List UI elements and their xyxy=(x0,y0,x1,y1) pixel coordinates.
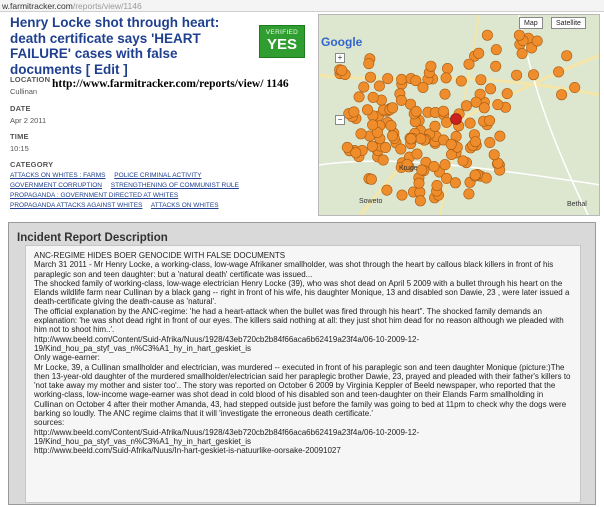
map-marker[interactable] xyxy=(441,73,451,83)
map-marker[interactable] xyxy=(495,131,505,141)
map-marker[interactable] xyxy=(450,178,460,188)
map-marker[interactable] xyxy=(556,90,566,100)
map-label: Soweto xyxy=(359,198,383,205)
map-marker[interactable] xyxy=(442,63,452,73)
report-paragraph: The official explanation by the ANC-regime: 'he had a heart-attack when the bullet was fired through his heart". The shocked family demands an explanation: 'he was shot dead right in front of our eyes. The killers said nothing at all: they just shot him dead for no reason although we pleaded with him not to shoot him..'. xyxy=(34,306,564,335)
map-marker[interactable] xyxy=(430,121,440,131)
map-marker[interactable] xyxy=(367,141,377,151)
time-value: 10:15 xyxy=(10,144,29,153)
map-marker[interactable] xyxy=(440,89,450,99)
date-value: Apr 2 2011 xyxy=(10,116,47,125)
report-paragraph: sources: xyxy=(34,418,65,428)
verified-value: YES xyxy=(266,36,297,53)
map-marker[interactable] xyxy=(464,59,474,69)
map-marker[interactable] xyxy=(482,30,492,40)
map-marker[interactable] xyxy=(415,196,425,206)
incident-report-body xyxy=(25,245,581,503)
url-path: /reports/view/1146 xyxy=(72,1,142,11)
map-marker[interactable] xyxy=(464,189,474,199)
map-marker[interactable] xyxy=(364,58,374,68)
map-marker[interactable] xyxy=(474,48,484,58)
map-marker[interactable] xyxy=(356,129,366,139)
report-paragraph: Mr Locke, 39, a Cullinan smallholder and electrician, was murdered -- executed in front of his paraplegic son and teen daughter Monique (picture:)The then 13-year-old daughter of the murdered smallholder/electrician said her paraplegic brother Dawie, 23, prayed and pleaded with their father's killers to 'not take away my mother and sister too'.. The story was reported on October 6 2009 by Virginia Keppler of Beeld newspaper, who reported that the working-class, low-income wage-earner was shot dead in cold blood of his disabled son and teen-daughter on their Elands Farm smallholding in Cullinan on October 4 after their mother Amanda, 43, had stepped outside just before the family was going to bed at 11pm to check why the dogs were barking so loudly. The ANC regime claims that it will 'investigate the erroneous death certificate.' xyxy=(34,362,571,419)
map-marker[interactable] xyxy=(417,165,427,175)
verified-badge xyxy=(259,25,305,58)
report-title xyxy=(10,15,250,77)
map-marker[interactable] xyxy=(351,148,361,158)
map-marker[interactable] xyxy=(354,92,364,102)
map-marker[interactable] xyxy=(491,44,501,54)
map-marker[interactable] xyxy=(426,61,436,71)
map-marker[interactable] xyxy=(378,155,388,165)
report-link[interactable]: http://www.beeld.com/Content/Suid-Afrika/Nuus/1928/43eb720cb2b84f66aca6b62419a23f4a/06-10-2009-12-19/Kind_hou_pa_styf_vas_n%C3%A1_hy_in_hart_geskiet_is xyxy=(34,427,420,446)
map-label: Kruge xyxy=(399,165,418,172)
map-marker[interactable] xyxy=(489,150,499,160)
map-marker[interactable] xyxy=(470,137,480,147)
map-marker[interactable] xyxy=(396,95,406,105)
map-marker[interactable] xyxy=(562,51,572,61)
zoom-out-icon[interactable]: − xyxy=(335,115,345,125)
report-paragraph: March 31 2011 - Mr Henry Locke, a working-class, low-wage Afrikaner smallholder, was shot through the heart by callous black killers in front of his paraplegic son and teen daughter: but a 'natural death' certificate was issued... xyxy=(34,260,554,279)
report-paragraph: ANC-REGIME HIDES BOER GENOCIDE WITH FALSE DOCUMENTS xyxy=(34,251,286,260)
map-marker[interactable] xyxy=(380,142,390,152)
map-marker[interactable] xyxy=(528,70,538,80)
map-marker[interactable] xyxy=(456,76,466,86)
map-marker[interactable] xyxy=(396,144,406,154)
map-marker[interactable] xyxy=(412,149,422,159)
map-marker[interactable] xyxy=(511,70,521,80)
url-host: w.farmitracker.com xyxy=(2,1,73,11)
map-marker[interactable] xyxy=(418,82,428,92)
report-paragraph: Only wage-earner: xyxy=(34,353,100,363)
overlay-url-caption: http://www.farmitracker.com/reports/view/ 1146 xyxy=(52,78,289,90)
category-link[interactable]: ATTACKS ON WHITES : FARMS xyxy=(10,172,106,179)
category-link[interactable]: STRENGTHENING OF COMMUNIST RULE xyxy=(110,182,239,189)
map-marker[interactable] xyxy=(432,180,442,190)
map-marker[interactable] xyxy=(484,115,494,125)
map-marker[interactable] xyxy=(502,88,512,98)
report-link[interactable]: http://www.beeld.com/Content/Suid-Afrika/Nuus/1928/43eb720cb2b84f66aca6b62419a23f4a/06-10-2009-12-19/Kind_hou_pa_styf_vas_n%C3%A1_hy_in_hart_geskiet_is xyxy=(34,334,420,353)
location-value: Cullinan xyxy=(10,87,38,96)
map-marker[interactable] xyxy=(374,81,384,91)
map-marker[interactable] xyxy=(406,134,416,144)
map-tab-satellite[interactable]: Satellite xyxy=(551,17,586,29)
map-marker[interactable] xyxy=(479,103,489,113)
incident-section xyxy=(8,222,596,505)
date-label: DATE xyxy=(10,104,31,113)
report-title-text: Henry Locke shot through heart: death certificate says 'HEART FAILURE' cases with false documents xyxy=(10,15,220,77)
incident-map[interactable] xyxy=(318,14,600,216)
map-marker[interactable] xyxy=(337,65,347,75)
map-marker[interactable] xyxy=(367,120,377,130)
map-marker[interactable] xyxy=(440,159,450,169)
map-label: Bethal xyxy=(567,201,587,208)
map-marker[interactable] xyxy=(416,133,426,143)
report-paragraph: The shocked family of working-class, low-wage electrician Henry Locke (39), who was shot dead on April 5 2009 with a bullet through his heart on the Elands wildlife farm near Cullinan by a black gang -- right in front of his wife, his daughter Monique, 13 and disabled son Dawie, 23 , were later issued a death-certificate giving the death-cause as 'natural'. xyxy=(34,278,570,307)
map-marker[interactable] xyxy=(386,120,396,130)
map-marker[interactable] xyxy=(429,161,439,171)
map-marker[interactable] xyxy=(383,73,393,83)
map-marker[interactable] xyxy=(470,170,480,180)
map-marker[interactable] xyxy=(368,92,378,102)
map-marker[interactable] xyxy=(517,48,527,58)
map-marker[interactable] xyxy=(493,99,503,109)
map-marker[interactable] xyxy=(349,107,359,117)
address-bar[interactable] xyxy=(0,0,604,12)
map-marker[interactable] xyxy=(461,101,471,111)
category-link[interactable]: POLICE CRIMINAL ACTIVITY xyxy=(114,172,202,179)
map-marker[interactable] xyxy=(458,156,468,166)
map-marker[interactable] xyxy=(362,105,372,115)
category-link[interactable]: GOVERNMENT CORRUPTION xyxy=(10,182,102,189)
category-label: CATEGORY xyxy=(10,160,54,169)
category-link[interactable]: PROPAGANDA ATTACKS AGAINST WHITES xyxy=(10,202,143,209)
map-marker[interactable] xyxy=(387,103,397,113)
map-marker[interactable] xyxy=(365,72,375,82)
map-marker[interactable] xyxy=(446,139,456,149)
zoom-in-icon[interactable]: + xyxy=(335,53,345,63)
category-link[interactable]: PROPAGANDA : GOVERNMENT DIRECTED AT WHITES xyxy=(10,192,179,199)
map-marker[interactable] xyxy=(553,67,563,77)
map-marker[interactable] xyxy=(366,174,376,184)
edit-link[interactable]: [ Edit ] xyxy=(85,61,128,77)
map-marker[interactable] xyxy=(411,106,421,116)
category-list xyxy=(10,171,306,211)
verified-label: VERIFIED xyxy=(265,29,299,36)
map-marker[interactable] xyxy=(514,30,524,40)
time-label: TIME xyxy=(10,132,29,141)
map-tab-map[interactable]: Map xyxy=(519,17,543,29)
map-marker[interactable] xyxy=(382,185,392,195)
map-marker[interactable] xyxy=(397,190,407,200)
map-marker[interactable] xyxy=(465,118,475,128)
map-marker[interactable] xyxy=(387,131,397,141)
map-marker[interactable] xyxy=(438,106,448,116)
map-marker[interactable] xyxy=(396,74,406,84)
map-marker[interactable] xyxy=(485,84,495,94)
map-marker[interactable] xyxy=(414,178,424,188)
category-link[interactable]: ATTACKS ON WHITES xyxy=(150,202,219,209)
section-title: Incident Report Description xyxy=(17,232,168,244)
map-marker[interactable] xyxy=(532,36,542,46)
map-marker[interactable] xyxy=(359,82,369,92)
map-marker[interactable] xyxy=(476,75,486,85)
map-logo: Google xyxy=(321,35,363,49)
map-marker[interactable] xyxy=(485,137,495,147)
report-link[interactable]: http://www.beeld.com/Suid-Afrika/Nuus/In-hart-geskiet-is-natuurlike-oorsake-20091027 xyxy=(34,446,341,456)
map-marker[interactable] xyxy=(570,82,580,92)
map-marker[interactable] xyxy=(491,61,501,71)
map-marker-selected[interactable] xyxy=(451,114,462,125)
location-label: LOCATION xyxy=(10,75,51,84)
map-markers xyxy=(335,30,580,206)
